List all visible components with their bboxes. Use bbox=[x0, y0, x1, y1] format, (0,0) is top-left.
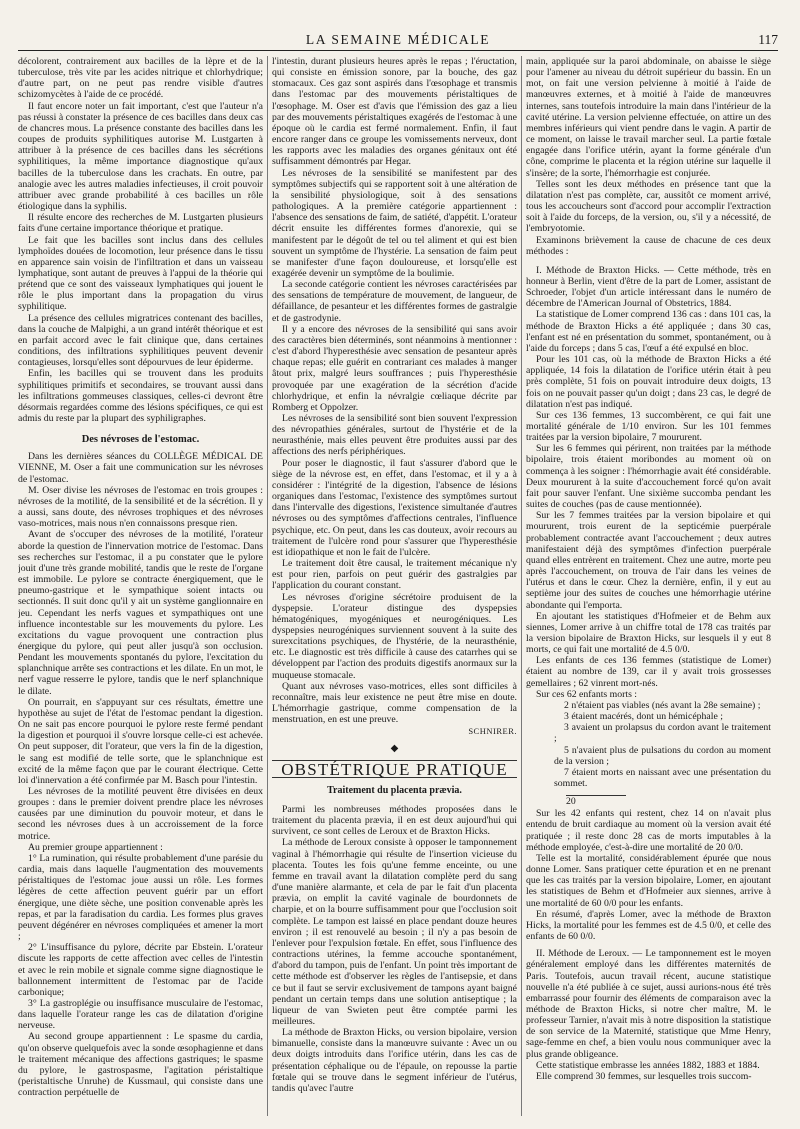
paragraph: Au second groupe appartiennent : Le spasme du cardia, qu'on observe quelquefois avec la sonde œsophagienne et dans le traitement mécanique des affections gastriques; le spasme du pylore, le gastrospasme, l'agitation péristaltique (peristaltische Unruhe) de Kussmaul, qui consiste dans une contraction perpétuelle de bbox=[18, 1031, 263, 1099]
section-title: Des névroses de l'estomac. bbox=[81, 434, 200, 446]
paragraph: En ajoutant les statistiques d'Hofmeier et de Behm aux siennes, Lomer arrive à un chiffre total de 178 cas traités par la version bipolaire de Braxton Hicks, sur lesquels il y eut 8 morts, ce qui fait une mortalité de 4.5 0/0. bbox=[526, 610, 771, 656]
author-signature: SCHNIRER. bbox=[468, 726, 517, 737]
sum-line bbox=[526, 789, 771, 808]
paragraph: Examinons brièvement la cause de chacune de ces deux méthodes : bbox=[526, 234, 771, 257]
paragraph: Avant de s'occuper des névroses de la motilité, l'orateur aborde la question de l'innervation motrice de l'estomac. Dans ses recherches sur l'estomac, il a pu constater que le pylore jouit d'une très grande mobilité, tandis que le reste de l'organe est immobile. Le pylore se contracte énergiquement, que le pneumo-gastrique et le sympathique soient intacts ou sectionnés. Il suit donc qu'il y ait un système ganglionnaire en jeu. Cependant les nerfs vagues et sympathiques ont une influence incontestable sur les mouvements du pylore. Les excitations du vague provoquent une contraction plus énergique du pylore, qui peut aller jusqu'à son occlusion. Pendant les mouvements spontanés du pylore, l'excitation du splanchnique arrête ses contractions et les dilate. En un mot, le nerf vague resserre le pylore, tandis que le nerf splanchnique le dilate. bbox=[18, 529, 263, 697]
column-2 bbox=[272, 56, 517, 1118]
paragraph: Sur les 6 femmes qui périrent, non traitées par la méthode bipolaire, trois étaient moribondes au moment où on commença à les soigner : l'hémorrhagie avait été considérable. Deux moururent à la suite d'accouchement forcé qu'on avait fait pour sauver l'enfant. Une sixième succomba pendant les suites de couches (pas de cause mentionnée). bbox=[526, 443, 771, 511]
paragraph: Sur ces 62 enfants morts : bbox=[536, 688, 638, 700]
paragraph: Cette statistique embrasse les années 1882, 1883 et 1884. bbox=[536, 1059, 760, 1071]
list-item: 5 n'avaient plus de pulsations du cordon au moment de la version ; bbox=[554, 744, 771, 767]
paragraph: Les névroses de la sensibilité se manifestent par des symptômes subjectifs qui se rapportent soit à une altération de la sensibilité physiologique, soit à des sensations pathologiques. A la première catégorie appartiennent : l'absence des sensations de faim, de satiété, d'appétit. L'orateur décrit ensuite les différentes formes d'anorexie, qui se manifestent par le dégoût de tel ou tel aliment et qui est bien souvent un symptôme de l'hystérie. La sensation de faim peut se manifester d'une façon douloureuse, et lorsqu'elle est exagérée devenir un symptôme de la boulimie. bbox=[272, 167, 517, 279]
column-1 bbox=[18, 56, 263, 1118]
paragraph: Les névroses d'origine sécrétoire produisent de la dyspepsie. L'orateur distingue des dyspepsies hématogéniques, myogéniques et neurogéniques. Les dyspepsies neurogéniques surviennent souvent à la suite des surexcitations psychiques, de l'hystérie, de la neurasthénie, etc. Le diagnostic est très difficile à cause des catarrhes qui se développent par l'action des produits digestifs anormaux sur la muqueuse stomacale. bbox=[272, 591, 517, 681]
paragraph: Parmi les nombreuses méthodes proposées dans le traitement du placenta prævia, il en est deux aujourd'hui qui survivent, ce sont celles de Leroux et de Braxton Hicks. bbox=[272, 804, 517, 838]
paragraph: 3° La gastroplégie ou insuffisance musculaire de l'estomac, dans laquelle l'orateur range les cas de dilatation d'origine nerveuse. bbox=[18, 997, 263, 1032]
header-rule bbox=[18, 50, 778, 51]
paragraph: Il résulte encore des recherches de M. Lustgarten plusieurs faits d'une certaine importance théorique et pratique. bbox=[18, 212, 263, 235]
paragraph: Sur ces 136 femmes, 13 succombèrent, ce qui fait une mortalité générale de 1/10 environ. Sur les 101 femmes traitées par la version bipolaire, 7 moururent. bbox=[526, 409, 771, 444]
paragraph: Telle est la mortalité, considérablement épurée que nous donne Lomer. Sans pratiquer cette épuration et en ne prenant que les cas traités par la version bipolaire, Lomer, en ajoutant les statistiques de Behm et d'Hofmeier aux siennes, arrive à une mortalité de 60 0/0 pour les enfants. bbox=[526, 852, 771, 909]
list-item: 3 avaient un prolapsus du cordon avant le traitement ; bbox=[554, 722, 771, 745]
page-number: 117 bbox=[758, 32, 778, 47]
paragraph: II. Méthode de Leroux. — Le tamponnement est le moyen généralement employé dans les différentes maternités de Paris. Toutefois, aucun travail récent, aucune statistique nouvelle n'a été publiée à ce sujet, aussi aurions-nous été très embarrassé pour fournir des éléments de comparaison avec la méthode de Braxton Hicks, si notre cher maître, M. le professeur Tarnier, n'avait mis à notre disposition la statistique de son service de la Maternité, statistique que Mme Henry, sage-femme en chef, a bien voulu nous communiquer avec la plus grande obligeance. bbox=[526, 948, 771, 1060]
paragraph: Les enfants de ces 136 femmes (statistique de Lomer) étaient au nombre de 139, car il y avait trois grossesses gemellaires ; 62 vinrent mort-nés. bbox=[526, 655, 771, 689]
paragraph: Pour poser le diagnostic, il faut s'assurer d'abord que le siège de la névrose est, en effet, dans l'estomac, et il y a à considérer : l'intégrité de la digestion, l'absence de lésions organiques dans l'estomac, l'existence des symptômes surtout dans l'intervalle des digestions, l'existence simultanée d'autres névroses ou des symptômes d'affections centrales, l'influence psychique, etc. On peut, dans les cas douteux, avoir recours au traitement de l'ulcère rond pour s'assurer que l'hyperesthésie est idiopathique et non le fait de l'ulcère. bbox=[272, 457, 517, 558]
paragraph: 2° L'insuffisance du pylore, décrite par Ebstein. L'orateur discute les rapports de cette affection avec celles de l'intestin et avec le rein mobile et signale comme signe diagnostique le ballonnement intermittent de l'estomac par de l'acide carbonique; bbox=[18, 942, 263, 998]
paragraph: Sur les 7 femmes traitées par la version bipolaire et qui moururent, trois eurent de la septicémie puerpérale probablement contractée avant l'accouchement ; deux autres manifestaient déjà des symptômes d'infection puerpérale quand elles entrèrent en traitement. Chez une autre, morte peu après l'accouchement, on trouva de l'air dans les veines de l'utérus et dans le cœur. Chez la dernière, enfin, il y eut au septième jour des suites de couches une hémorrhagie utérine abondante qui l'emporta. bbox=[526, 510, 771, 611]
journal-title: LA SEMAINE MÉDICALE bbox=[305, 32, 491, 47]
list-item: 7 étaient morts en naissant avec une présentation du sommet. bbox=[554, 766, 771, 789]
paragraph: main, appliquée sur la paroi abdominale, on abaisse le siège pour l'amener au niveau du détroit supérieur du bassin. En un mot, on fait une version pelvienne à moitié à l'aide de manœuvres externes, et à moitié à l'aide de manœuvres internes, sans toutefois introduire la main dans l'intérieur de la cavité utérine. La version pelvienne effectuée, on attire un des membres inférieurs qui vient pendre dans le vagin. A partir de ce moment, on laisse le travail marcher seul. La partie fœtale engagée dans l'orifice utérin, ayant la forme générale d'un cône, comprime le placenta et la région utérine sur laquelle il s'insère; de la sorte, l'hémorrhagie est conjurée. bbox=[526, 56, 771, 179]
column-divider bbox=[521, 56, 522, 1116]
paragraph: Telles sont les deux méthodes en présence tant que la dilatation n'est pas complète, car, aussitôt ce moment arrivé, tous les accoucheurs sont d'accord pour accomplir l'extraction soit à l'aide du forceps, de la version, ou, s'il y a nécessité, de l'embryotomie. bbox=[526, 178, 771, 235]
paragraph: Il faut encore noter un fait important, c'est que l'auteur n'a pas réussi à constater la présence de ces bacilles dans deux cas de chancres mous. La présence constante des bacilles dans les coupes de produits syphilitiques autorise M. Lustgarten à attribuer à la présence de ces bacilles dans les sécrétions syphilitiques, la même importance diagnostique qu'aux bacilles de la tuberculose dans les crachats. En outre, par analogie avec les autres maladies infectieuses, il croit pouvoir attribuer avec grande probabilité à ces bacilles un rôle étiologique dans la syphilis. bbox=[18, 100, 263, 213]
paragraph: Elle comprend 30 femmes, sur lesquelles trois succom- bbox=[536, 1070, 752, 1082]
ornament-divider: ◆ bbox=[390, 742, 399, 754]
column-3 bbox=[526, 56, 771, 1118]
paragraph: La statistique de Lomer comprend 136 cas : dans 101 cas, la méthode de Braxton Hicks a été appliquée ; dans 30 cas, l'enfant est né en présentation du sommet, spontanément, ou à l'aide du forceps ; dans 5 cas, l'œuf a été expulsé en bloc. bbox=[526, 309, 771, 354]
section-heading: OBSTÉTRIQUE PRATIQUE bbox=[272, 760, 517, 778]
paragraph: Le fait que les bacilles sont inclus dans des cellules lymphoïdes douées de locomotion, leur présence dans le tissu en apparence sain voisin de l'infiltration et dans un vaisseau lymphatique, sont autant de preuves à l'appui de la théorie qui prétend que ce sont des vaisseaux lymphatiques qui jouent le rôle le plus important dans la propagation du virus syphilitique. bbox=[18, 234, 263, 313]
paragraph: Sur les 42 enfants qui restent, chez 14 on n'avait plus entendu de bruit cardiaque au moment où la version avait été pratiquée ; il reste donc 28 cas de morts imputables à la méthode employée, c'est-à-dire une mortalité de 20 0/0. bbox=[526, 808, 771, 853]
paragraph: La méthode de Leroux consiste à opposer le tamponnement vaginal à l'hémorrhagie qui résulte de l'insertion vicieuse du placenta. Toutes les fois qu'une femme enceinte, ou une femme en travail avant la dilatation complète perd du sang d'une manière alarmante, et cela de par le fait d'un placenta prævia, on emplit la cavité vaginale de bourdonnets de charpie, et on la bourre suffisamment pour que l'occlusion soit complète. Le tampon est laissé en place pendant douze heures environ ; il est renouvelé au besoin ; il n'y a pas besoin de l'enlever pour l'expulsion fœtale. En effet, sous l'influence des contractions utérines, la femme accouche spontanément, d'abord du tampon, puis de l'enfant. Un point très important de cette méthode est d'observer les règles de l'antisepsie, et dans ce but il faut se servir exclusivement de tampons ayant baigné pendant un certain temps dans une solution antiseptique ; la liqueur de van Swieten peut être comptée parmi les meilleures. bbox=[272, 837, 517, 1027]
paragraph: Dans les dernières séances du COLLÈGE MÉDICAL DE VIENNE, M. Oser a fait une communication sur les névroses de l'estomac. bbox=[18, 451, 263, 485]
paragraph: Les névroses de la sensibilité sont bien souvent l'expression des névropathies générales, surtout de l'hystérie et de la neurasthénie, mais elles peuvent être produites aussi par des affections des nerfs périphériques. bbox=[272, 413, 517, 458]
paragraph: Pour les 101 cas, où la méthode de Braxton Hicks a été appliquée, 14 fois la dilatation de l'orifice utérin était à peu près complète, 51 fois on pouvait introduire deux doigts, 13 fois on ne pouvait passer qu'un doigt ; dans 23 cas, le degré de dilatation n'est pas indiqué. bbox=[526, 354, 771, 410]
article-title: Traitement du placenta prævia. bbox=[327, 784, 462, 796]
running-header bbox=[18, 32, 778, 50]
paragraph: On pourrait, en s'appuyant sur ces résultats, émettre une hypothèse au sujet de l'état de l'estomac pendant la digestion. On ne sait pas encore pourquoi le pylore reste fermé pendant la digestion et pourquoi il s'ouvre lorsque celle-ci est achevée. On peut supposer, dit l'orateur, que vers la fin de la digestion, le sang est modifié de telle sorte, que le splanchnique est excité de la même façon que par le courant électrique. Cette loi d'innervation a été confirmée par M. Basch pour l'intestin. bbox=[18, 696, 263, 786]
sum-total: 20 bbox=[566, 795, 626, 807]
list-item: 2 n'étaient pas viables (nés avant la 28e semaine) ; bbox=[564, 699, 761, 711]
paragraph: Enfin, les bacilles qui se trouvent dans les produits syphilitiques primitifs et secondaires, se trouvant aussi dans les infiltrations gommeuses classiques, celles-ci devront être désormais regardées comme des lésions spécifiques, ce qui est admis du reste par la plupart des syphiligraphes. bbox=[18, 368, 263, 424]
paragraph: Quant aux névroses vaso-motrices, elles sont difficiles à reconnaître, mais leur existence ne peut être mise en doute. L'hémorrhagie gastrique, comme compensation de la menstruation, en est une preuve. bbox=[272, 680, 517, 726]
paragraph: La présence des cellules migratrices contenant des bacilles, dans la couche de Malpighi, a un grand intérêt théorique et est en parfait accord avec le fait clinique que, dans certaines conditions, des infiltrations syphilitiques peuvent devenir contagieuses, lorsqu'elles sont dépourvues de leur épiderme. bbox=[18, 312, 263, 369]
paragraph: La seconde catégorie contient les névroses caractérisées par des sensations de température de mouvement, de langueur, de défaillance, de pesanteur et les différentes formes de gastralgie et de gastrodynie. bbox=[272, 279, 517, 324]
paragraph: I. Méthode de Braxton Hicks. — Cette méthode, très en honneur à Berlin, vient d'être de la part de Lomer, assistant de Schroeder, l'objet d'un article intéressant dans le numéro de décembre de l'American Journal of Obstetrics, 1884. bbox=[526, 264, 771, 310]
paragraph: La méthode de Braxton Hicks, ou version bipolaire, version bimanuelle, consiste dans la manœuvre suivante : Avec un ou deux doigts introduits dans l'orifice utérin, dans les cas de présentation céphalique ou de l'épaule, on repousse la partie fœtale qui se trouve dans le segment inférieur de l'utérus, tandis qu'avec l'autre bbox=[272, 1027, 517, 1094]
paragraph: En résumé, d'après Lomer, avec la méthode de Braxton Hicks, la mortalité pour les femmes est de 4.5 0/0, et celle des enfants de 60 0/0. bbox=[526, 908, 771, 943]
paragraph: Les névroses de la motilité peuvent être divisées en deux groupes : dans le premier doivent prendre place les névroses causées par une diminution du pouvoir moteur, et dans le second les névroses dues à un accroissement de la force motrice. bbox=[18, 786, 263, 842]
paragraph: Au premier groupe appartiennent : bbox=[28, 841, 163, 853]
paragraph: Le traitement doit être causal, le traitement mécanique n'y est pour rien, parfois on peut guérir des gastralgies par l'application du courant constant. bbox=[272, 558, 517, 592]
paragraph: Il y a encore des névroses de la sensibilité qui sans avoir des caractères bien déterminés, sont néanmoins à mentionner : c'est d'abord l'hyperesthésie avec sensation de pesanteur après chaque repas; elle guérit en contrariant ces malades à manger âtout prix, malgré leurs souffrances ; puis l'hyperesthésie provoquée par une exagération de la sécrétion d'acide chlorhydrique, et enfin la névralgie cœliaque décrite par Romberg et Oppolzer. bbox=[272, 323, 517, 413]
paragraph: l'intestin, durant plusieurs heures après le repas ; l'éructation, qui consiste en émission sonore, par la bouche, des gaz stomacaux. Ces gaz sont aspirés dans l'œsophage et transmis dans l'estomac par des mouvements péristaltiques de l'œsophage. M. Oser est d'avis que l'émission des gaz a lieu par des mouvements péristaltiques exagérés de l'estomac à une époque où le cardia est fermé normalement. Enfin, il faut encore ranger dans ce groupe les vomissements nerveux, dont les rapports avec les maladies des organes génitaux ont été suffisamment démontrés par Hegar. bbox=[272, 56, 517, 168]
paragraph: décolorent, contrairement aux bacilles de la lèpre et de la tuberculose, très vite par les acides nitrique et chlorhydrique; d'autre part, on ne peut pas rendre visible d'autres schizomycètes à l'aide de ce procédé. bbox=[18, 56, 263, 101]
column-divider bbox=[267, 56, 268, 1116]
list-item: 3 étaient macérés, dont un hémicéphale ; bbox=[564, 711, 723, 723]
paragraph: M. Oser divise les névroses de l'estomac en trois groupes : névroses de la motilité, de la sensibilité et de la sécrétion. Il y a aussi, sans doute, des névroses trophiques et des névroses vaso-motrices, mais nous n'en connaissons presque rien. bbox=[18, 484, 263, 530]
paragraph: 1° La rumination, qui résulte probablement d'une parésie du cardia, mais dans laquelle l'augmentation des mouvements péristaltiques de l'estomac joue aussi un rôle. Les formes légères de cette affection peuvent guérir par un effort énergique, une diète sèche, une position convenable après les repas, et par la faradisation du cardia. Les formes plus graves peuvent dégénérer en névroses compliquées et amener la mort ; bbox=[18, 852, 263, 943]
